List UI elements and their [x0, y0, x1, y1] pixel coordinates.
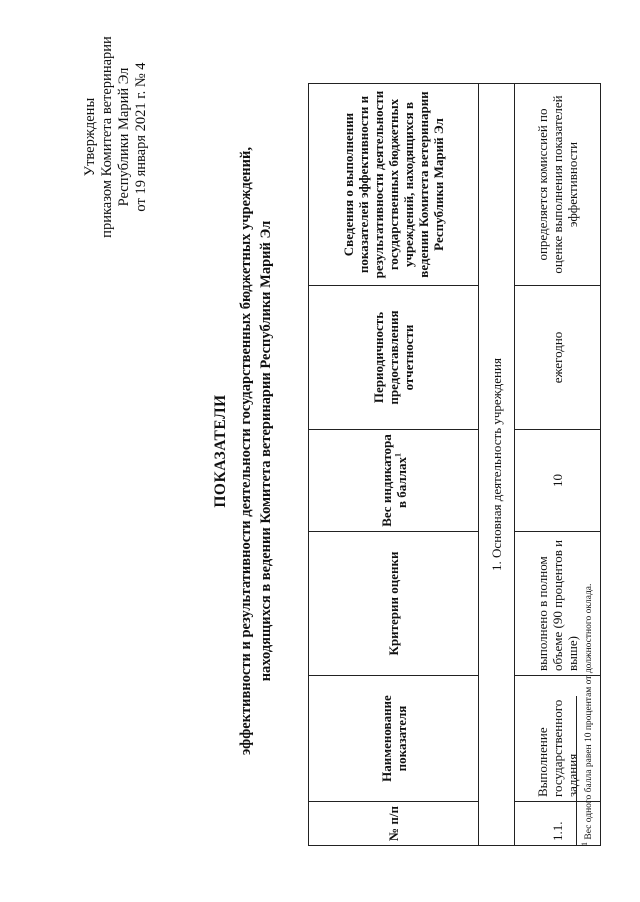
section-row	[479, 84, 515, 846]
table-header-row	[309, 84, 479, 846]
approval-stamp	[82, 2, 150, 272]
cell-weight: 10	[515, 430, 601, 532]
header-weight-text: Вес индикатора в баллах	[378, 434, 409, 527]
document-heading: ПОКАЗАТЕЛИ	[212, 394, 229, 508]
footnote-marker: 1	[393, 453, 403, 458]
section-title: 1. Основная деятельность учреждения	[479, 84, 515, 846]
approval-line: от 19 января 2021 г. № 4	[133, 62, 149, 212]
header-info: Сведения о выполнении показателей эффективности и результативности деятельности государственных бюджетных учреждений, находящихся в ведении Комитета ветеринарии Республики Марий Эл	[309, 84, 479, 286]
header-weight	[309, 430, 479, 532]
footnote-separator	[576, 696, 577, 846]
document-subtitle-line-2: находящихся в ведении Комитета ветеринарии Республики Марий Эл	[258, 220, 274, 682]
cell-name: Выполнение государственного задания	[515, 676, 601, 802]
header-num: № п/п	[309, 802, 479, 846]
approval-line: приказом Комитета ветеринарии	[99, 36, 115, 238]
document-subtitle-line-1: эффективности и результативности деятельности государственных бюджетных учреждений,	[238, 147, 254, 755]
footnote-text: Вес одного балла равен 10 процентам от должностного оклада.	[584, 583, 594, 842]
header-period: Периодичность предоставления отчетности	[309, 286, 479, 430]
cell-info: определяется комиссией по оценке выполнения показателей эффективности	[515, 84, 601, 286]
approval-line: Утверждены	[82, 97, 98, 177]
approval-line: Республики Марий Эл	[116, 67, 132, 207]
header-name: Наименование показателя	[309, 676, 479, 802]
footnote-marker: 1	[579, 842, 589, 846]
header-criteria: Критерии оценки	[309, 532, 479, 676]
cell-criteria: выполнено в полном объеме (90 процентов и выше)	[515, 532, 601, 676]
cell-num: 1.1.	[515, 802, 601, 846]
footnote	[579, 583, 594, 846]
indicators-table	[308, 83, 601, 846]
cell-period: ежегодно	[515, 286, 601, 430]
